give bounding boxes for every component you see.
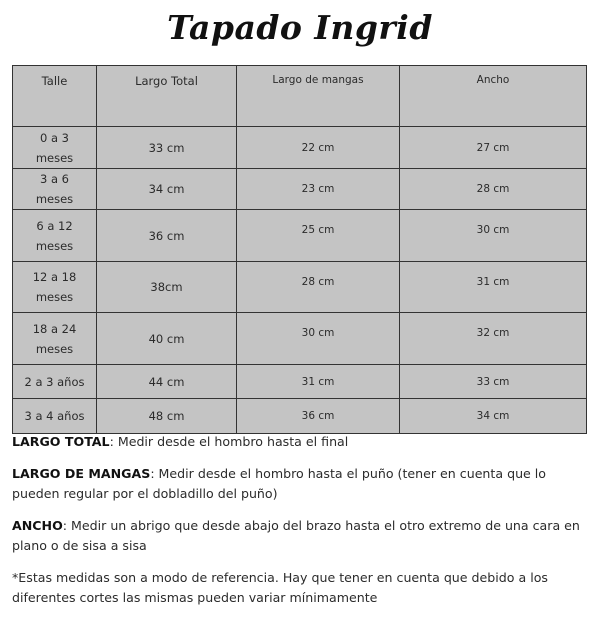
cell-largo-total: 36 cm [97, 210, 237, 262]
table-row [13, 210, 587, 262]
cell-talle: 3 a 6 meses [13, 169, 97, 210]
cell-largo-mangas: 28 cm [237, 262, 400, 313]
cell-largo-mangas: 36 cm [237, 399, 400, 434]
note-term: LARGO DE MANGAS [12, 466, 151, 481]
cell-talle: 6 a 12 meses [13, 210, 97, 262]
cell-talle: 3 a 4 años [13, 399, 97, 434]
cell-talle: 18 a 24 meses [13, 313, 97, 365]
header-largo-total: Largo Total [97, 66, 237, 127]
cell-largo-mangas: 23 cm [237, 169, 400, 210]
cell-ancho: 34 cm [400, 399, 587, 434]
cell-largo-mangas: 31 cm [237, 365, 400, 399]
cell-largo-total: 48 cm [97, 399, 237, 434]
cell-largo-mangas: 30 cm [237, 313, 400, 365]
measurement-notes [12, 432, 590, 620]
cell-ancho: 31 cm [400, 262, 587, 313]
cell-ancho: 32 cm [400, 313, 587, 365]
page-title: Tapado Ingrid [167, 8, 433, 47]
table-row [13, 313, 587, 365]
note-largo-total [12, 432, 590, 452]
cell-ancho: 27 cm [400, 127, 587, 169]
cell-ancho: 28 cm [400, 169, 587, 210]
table-row [13, 399, 587, 434]
cell-largo-total: 33 cm [97, 127, 237, 169]
note-text: : Medir un abrigo que desde abajo del brazo hasta el otro extremo de una cara en plano o de sisa a sisa [12, 518, 580, 553]
cell-largo-mangas: 25 cm [237, 210, 400, 262]
size-table [12, 65, 587, 434]
cell-talle: 0 a 3 meses [13, 127, 97, 169]
note-text: : Medir desde el hombro hasta el puño (tener en cuenta que lo pueden regular por el dobladillo del puño) [12, 466, 547, 501]
note-term: ANCHO [12, 518, 63, 533]
table-header-row [13, 66, 587, 127]
cell-ancho: 33 cm [400, 365, 587, 399]
note-disclaimer: *Estas medidas son a modo de referencia. Hay que tener en cuenta que debido a los diferentes cortes las mismas pueden variar mínimamente [12, 570, 548, 605]
table-row [13, 365, 587, 399]
note-largo-mangas [12, 464, 590, 504]
cell-ancho: 30 cm [400, 210, 587, 262]
cell-largo-total: 38cm [97, 262, 237, 313]
table-row [13, 262, 587, 313]
header-largo-mangas: Largo de mangas [237, 66, 400, 127]
cell-largo-mangas: 22 cm [237, 127, 400, 169]
cell-talle: 2 a 3 años [13, 365, 97, 399]
note-ancho [12, 516, 590, 556]
cell-largo-total: 40 cm [97, 313, 237, 365]
cell-talle: 12 a 18 meses [13, 262, 97, 313]
header-talle: Talle [13, 66, 97, 127]
cell-largo-total: 44 cm [97, 365, 237, 399]
note-text: : Medir desde el hombro hasta el final [109, 434, 349, 449]
note-term: LARGO TOTAL [12, 434, 110, 449]
header-ancho: Ancho [400, 66, 587, 127]
cell-largo-total: 34 cm [97, 169, 237, 210]
table-row [13, 169, 587, 210]
table-row [13, 127, 587, 169]
